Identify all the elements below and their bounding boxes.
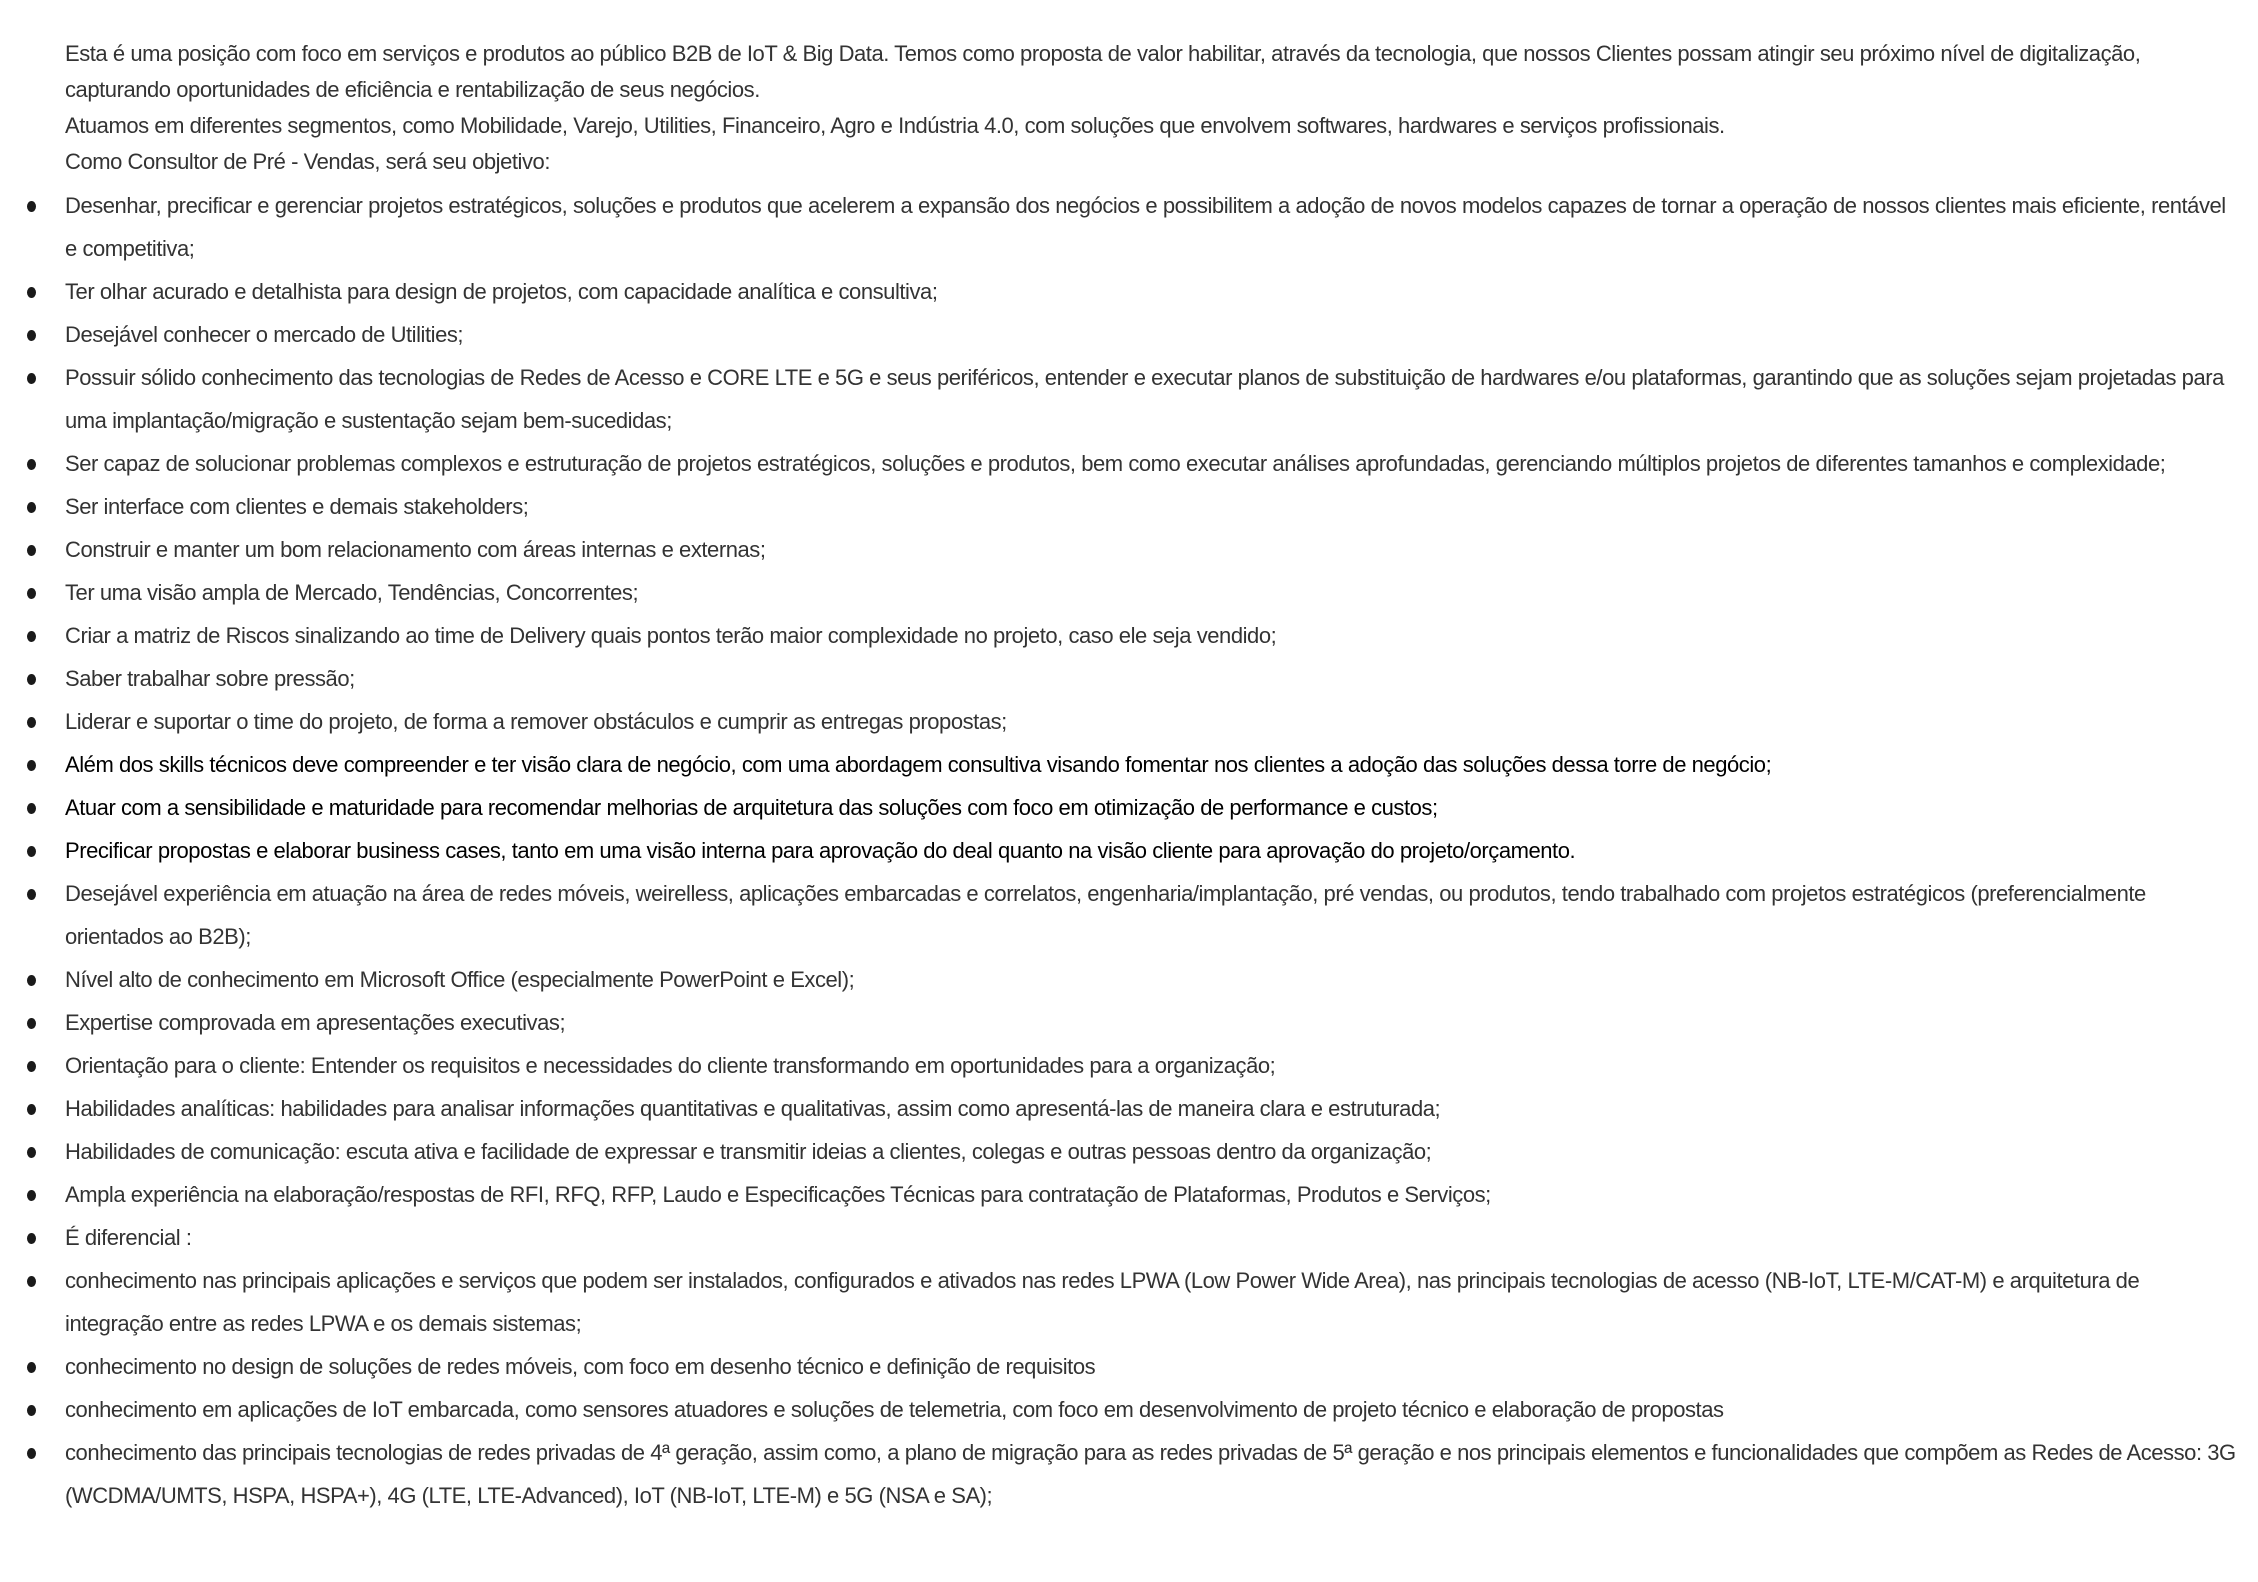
bullet-icon bbox=[27, 502, 36, 513]
intro-paragraph: Como Consultor de Pré - Vendas, será seu objetivo: bbox=[65, 149, 550, 174]
list-item bbox=[65, 872, 2240, 958]
list-item bbox=[65, 1259, 2240, 1345]
list-item-text: Construir e manter um bom relacionamento com áreas internas e externas; bbox=[65, 537, 766, 562]
list-item bbox=[65, 614, 2240, 657]
bullet-icon bbox=[27, 631, 36, 642]
list-item-text: Orientação para o cliente: Entender os requisitos e necessidades do cliente transformando em oportunidades para a organização; bbox=[65, 1053, 1276, 1078]
list-item-text: conhecimento nas principais aplicações e serviços que podem ser instalados, configurados e ativados nas redes LPWA (Low Power Wide Area), nas principais tecnologias de acesso (NB-IoT, LTE-M/CAT-M) e arquitetura de integração entre as redes LPWA e os demais sistemas; bbox=[65, 1268, 2140, 1336]
list-item-text: Ter uma visão ampla de Mercado, Tendências, Concorrentes; bbox=[65, 580, 639, 605]
list-item bbox=[65, 1388, 2240, 1431]
bullet-icon bbox=[27, 889, 36, 900]
list-item-text: Expertise comprovada em apresentações executivas; bbox=[65, 1010, 566, 1035]
list-item-text: Ser capaz de solucionar problemas complexos e estruturação de projetos estratégicos, soluções e produtos, bem como executar análises aprofundadas, gerenciando múltiplos projetos de diferentes tamanhos e complexidade; bbox=[65, 451, 2166, 476]
bullet-icon bbox=[27, 975, 36, 986]
bullet-icon bbox=[27, 373, 36, 384]
requirements-list bbox=[65, 184, 2240, 1517]
bullet-icon bbox=[27, 1061, 36, 1072]
list-item bbox=[65, 700, 2240, 743]
intro-paragraph: Atuamos em diferentes segmentos, como Mobilidade, Varejo, Utilities, Financeiro, Agro e Indústria 4.0, com soluções que envolvem softwares, hardwares e serviços profissionais. bbox=[65, 113, 1725, 138]
list-item-text: Ser interface com clientes e demais stakeholders; bbox=[65, 494, 529, 519]
list-item-text: É diferencial : bbox=[65, 1225, 192, 1250]
list-item bbox=[65, 313, 2240, 356]
list-item bbox=[65, 270, 2240, 313]
bullet-icon bbox=[27, 1362, 36, 1373]
list-item bbox=[65, 1130, 2240, 1173]
list-item-text: Precificar propostas e elaborar business cases, tanto em uma visão interna para aprovação do deal quanto na visão cliente para aprovação do projeto/orçamento. bbox=[65, 838, 1576, 863]
bullet-icon bbox=[27, 1018, 36, 1029]
list-item bbox=[65, 1345, 2240, 1388]
list-item-text: Possuir sólido conhecimento das tecnologias de Redes de Acesso e CORE LTE e 5G e seus periféricos, entender e executar planos de substituição de hardwares e/ou plataformas, garantindo que as soluções sejam projetadas para uma implantação/migração e sustentação sejam bem-sucedidas; bbox=[65, 365, 2224, 433]
bullet-icon bbox=[27, 674, 36, 685]
bullet-icon bbox=[27, 803, 36, 814]
list-item bbox=[65, 184, 2240, 270]
list-item bbox=[65, 1173, 2240, 1216]
list-item bbox=[65, 442, 2240, 485]
list-item bbox=[65, 786, 2240, 829]
list-item bbox=[65, 571, 2240, 614]
list-item-text: Habilidades analíticas: habilidades para analisar informações quantitativas e qualitativas, assim como apresentá-las de maneira clara e estruturada; bbox=[65, 1096, 1441, 1121]
bullet-icon bbox=[27, 1233, 36, 1244]
list-item-text: Liderar e suportar o time do projeto, de forma a remover obstáculos e cumprir as entregas propostas; bbox=[65, 709, 1007, 734]
bullet-icon bbox=[27, 201, 36, 212]
list-item-text: Atuar com a sensibilidade e maturidade para recomendar melhorias de arquitetura das soluções com foco em otimização de performance e custos; bbox=[65, 795, 1438, 820]
list-item bbox=[65, 657, 2240, 700]
list-item bbox=[65, 356, 2240, 442]
bullet-icon bbox=[27, 846, 36, 857]
list-item-text: Desenhar, precificar e gerenciar projetos estratégicos, soluções e produtos que acelerem a expansão dos negócios e possibilitem a adoção de novos modelos capazes de tornar a operação de nossos clientes mais eficiente, rentável e competitiva; bbox=[65, 193, 2226, 261]
list-item bbox=[65, 829, 2240, 872]
intro-paragraph: Esta é uma posição com foco em serviços e produtos ao público B2B de IoT & Big Data. Temos como proposta de valor habilitar, através da tecnologia, que nossos Clientes possam atingir seu próximo nível de digitalização, capturando oportunidades de eficiência e rentabilização de seus negócios. bbox=[65, 41, 2141, 102]
list-item-text: conhecimento das principais tecnologias de redes privadas de 4ª geração, assim como, a plano de migração para as redes privadas de 5ª geração e nos principais elementos e funcionalidades que compõem as Redes de Acesso: 3G (WCDMA/UMTS, HSPA, HSPA+), 4G (LTE, LTE-Advanced), IoT (NB-IoT, LTE-M) e 5G (NSA e SA); bbox=[65, 1440, 2236, 1508]
list-item bbox=[65, 485, 2240, 528]
list-item-text: Além dos skills técnicos deve compreender e ter visão clara de negócio, com uma abordagem consultiva visando fomentar nos clientes a adoção das soluções dessa torre de negócio; bbox=[65, 752, 1772, 777]
bullet-icon bbox=[27, 1104, 36, 1115]
list-item bbox=[65, 1216, 2240, 1259]
list-item bbox=[65, 1087, 2240, 1130]
list-item-text: conhecimento no design de soluções de redes móveis, com foco em desenho técnico e definição de requisitos bbox=[65, 1354, 1096, 1379]
bullet-icon bbox=[27, 1147, 36, 1158]
list-item-text: Criar a matriz de Riscos sinalizando ao time de Delivery quais pontos terão maior complexidade no projeto, caso ele seja vendido; bbox=[65, 623, 1277, 648]
bullet-icon bbox=[27, 330, 36, 341]
list-item-text: conhecimento em aplicações de IoT embarcada, como sensores atuadores e soluções de telemetria, com foco em desenvolvimento de projeto técnico e elaboração de propostas bbox=[65, 1397, 1724, 1422]
bullet-icon bbox=[27, 1276, 36, 1287]
bullet-icon bbox=[27, 287, 36, 298]
job-description-document bbox=[65, 36, 2240, 1517]
bullet-icon bbox=[27, 1448, 36, 1459]
list-item-text: Desejável experiência em atuação na área de redes móveis, weirelless, aplicações embarcadas e correlatos, engenharia/implantação, pré vendas, ou produtos, tendo trabalhado com projetos estratégicos (preferencialmente orientados ao B2B); bbox=[65, 881, 2146, 949]
list-item-text: Habilidades de comunicação: escuta ativa e facilidade de expressar e transmitir ideias a clientes, colegas e outras pessoas dentro da organização; bbox=[65, 1139, 1432, 1164]
list-item bbox=[65, 1001, 2240, 1044]
bullet-icon bbox=[27, 1405, 36, 1416]
bullet-icon bbox=[27, 760, 36, 771]
list-item bbox=[65, 1431, 2240, 1517]
list-item-text: Desejável conhecer o mercado de Utilities; bbox=[65, 322, 464, 347]
bullet-icon bbox=[27, 1190, 36, 1201]
intro-section bbox=[65, 36, 2240, 180]
list-item-text: Nível alto de conhecimento em Microsoft Office (especialmente PowerPoint e Excel); bbox=[65, 967, 855, 992]
bullet-icon bbox=[27, 588, 36, 599]
list-item-text: Ter olhar acurado e detalhista para design de projetos, com capacidade analítica e consultiva; bbox=[65, 279, 938, 304]
list-item bbox=[65, 528, 2240, 571]
list-item-text: Saber trabalhar sobre pressão; bbox=[65, 666, 355, 691]
bullet-icon bbox=[27, 459, 36, 470]
list-item bbox=[65, 958, 2240, 1001]
list-item bbox=[65, 1044, 2240, 1087]
list-item-text: Ampla experiência na elaboração/respostas de RFI, RFQ, RFP, Laudo e Especificações Técnicas para contratação de Plataformas, Produtos e Serviços; bbox=[65, 1182, 1491, 1207]
bullet-icon bbox=[27, 545, 36, 556]
bullet-icon bbox=[27, 717, 36, 728]
list-item bbox=[65, 743, 2240, 786]
